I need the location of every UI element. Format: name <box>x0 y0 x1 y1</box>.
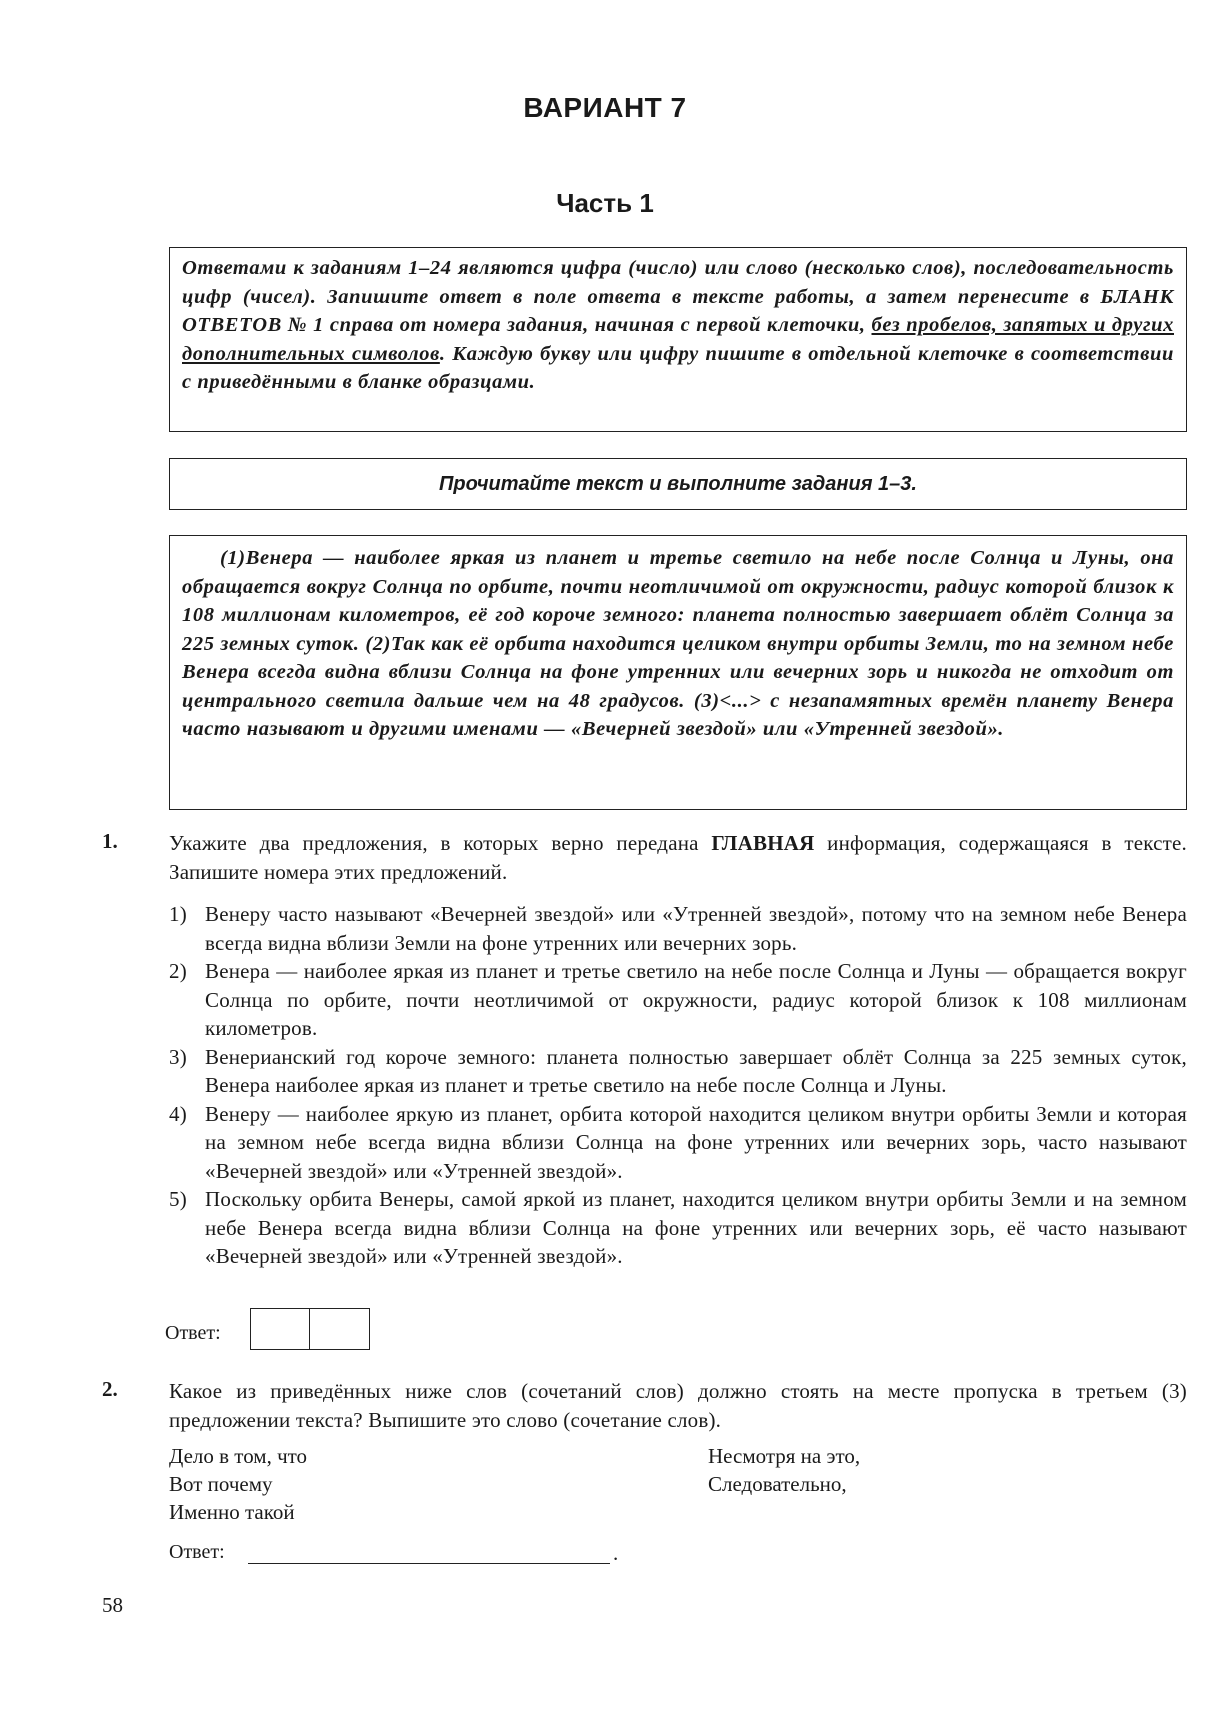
task2-answer-end: . <box>613 1541 619 1565</box>
task1-text-2: информация, содержащаяся в тексте. Запишите номера этих предложений. <box>169 831 1187 884</box>
task1-text-1: Укажите два предложения, в которых верно передана <box>169 831 712 855</box>
task2-question: Какое из приведённых ниже слов (сочетаний слов) должно стоять на месте пропуска в третьем (3) предложении текста? Выпишите это слово (сочетание слов). <box>169 1379 1187 1432</box>
option-number: 4) <box>169 1101 187 1126</box>
option-text: Венерианский год короче земного: планета полностью завершает облёт Солнца за 225 земных суток, Венера наиболее яркая из планет и третье светило на небе после Солнца и Луны. <box>205 1044 1187 1097</box>
task1-answer-label: Ответ: <box>165 1322 221 1344</box>
instructions-text-2: . Каждую букву или цифру пишите в отдельной клеточке в соответствии с приведёнными в бланке образцами. <box>182 342 1174 393</box>
answer-cell-1[interactable] <box>250 1308 310 1350</box>
answer-cell-2[interactable] <box>310 1308 370 1350</box>
instructions-text-1: Ответами к заданиям 1–24 являются цифра (число) или слово (несколько слов), последовательность цифр (чисел). Запишите ответ в поле ответа в тексте работы, а затем перенесите в БЛАНК ОТВЕТОВ № 1 справа от номера задания, начиная с первой клеточки, <box>182 257 1174 336</box>
option-number: 5) <box>169 1187 187 1211</box>
passage-text: (1)Венера — наиболее яркая из планет и третье светило на небе после Солнца и Луны, она обращается вокруг Солнца по орбите, почти неотличимой от окружности, радиус которой близок к 108 миллионам километров, её год короче земного: планета полностью завершает облёт Солнца за 225 земных суток. (2)Так как её орбита находится целиком внутри орбиты Земли, то на земном небе Венера всегда видна вблизи Солнца на фоне утренних или вечерних зорь и никогда не отходит от центрального светила дальше чем на 48 градусов. (3)<...> с незапамятных времён планету Венера часто называют и другими именами — «Вечерней звездой» или «Утренней звездой». <box>182 547 1174 740</box>
option-text: Венеру часто называют «Вечерней звездой» или «Утренней звездой», потому что на земном небе Венера всегда видна вблизи Земли на фоне утренних или вечерних зорь. <box>205 902 1187 955</box>
reading-prompt-box <box>169 458 1187 510</box>
option-2 <box>169 957 1187 1043</box>
task1-number: 1. <box>102 829 118 853</box>
option-number: 3) <box>169 1044 187 1069</box>
instructions-box <box>169 247 1187 432</box>
passage-box <box>169 535 1187 810</box>
word-option: Следовательно, <box>708 1472 847 1496</box>
option-number: 1) <box>169 902 187 926</box>
task1-answer-cells[interactable] <box>250 1308 370 1350</box>
word-option: Вот почему <box>169 1472 273 1496</box>
option-text: Поскольку орбита Венеры, самой яркой из планет, находится целиком внутри орбиты Земли и на земном небе Венера всегда видна вблизи Солнца на фоне утренних или вечерних зорь, её часто называют «Вечерней звездой» или «Утренней звездой». <box>205 1187 1187 1268</box>
word-option: Несмотря на это, <box>708 1444 861 1468</box>
option-5 <box>169 1185 1187 1271</box>
option-3 <box>169 1043 1187 1100</box>
option-4 <box>169 1100 1187 1186</box>
option-number: 2) <box>169 959 187 983</box>
task2-answer-line[interactable] <box>248 1562 610 1564</box>
part-title: Часть 1 <box>556 188 654 218</box>
option-text: Венера — наиболее яркая из планет и третье светило на небе после Солнца и Луны — обращается вокруг Солнца по орбите, почти неотличимой от окружности, радиус которой близок к 108 миллионам километров. <box>205 959 1187 1040</box>
task2-number: 2. <box>102 1377 118 1401</box>
variant-title: ВАРИАНТ 7 <box>523 92 687 123</box>
option-text: Венеру — наиболее яркую из планет, орбита которой находится целиком внутри орбиты Земли и которая на земном небе всегда видна вблизи Солнца на фоне утренних или вечерних зорь, часто называют «Вечерней звездой» или «Утренней звездой». <box>205 1101 1187 1183</box>
task1-question <box>169 829 1187 886</box>
instructions-underlined: без пробелов, запятых и других дополнительных символов <box>182 314 1174 365</box>
task2-answer-label: Ответ: <box>169 1541 225 1563</box>
page-number: 58 <box>102 1593 123 1617</box>
word-option: Именно такой <box>169 1500 295 1524</box>
task1-options <box>169 900 1187 1271</box>
reading-prompt: Прочитайте текст и выполните задания 1–3. <box>439 472 917 495</box>
option-1 <box>169 900 1187 957</box>
word-option: Дело в том, что <box>169 1444 308 1468</box>
task1-text-bold: ГЛАВНАЯ <box>711 831 815 855</box>
